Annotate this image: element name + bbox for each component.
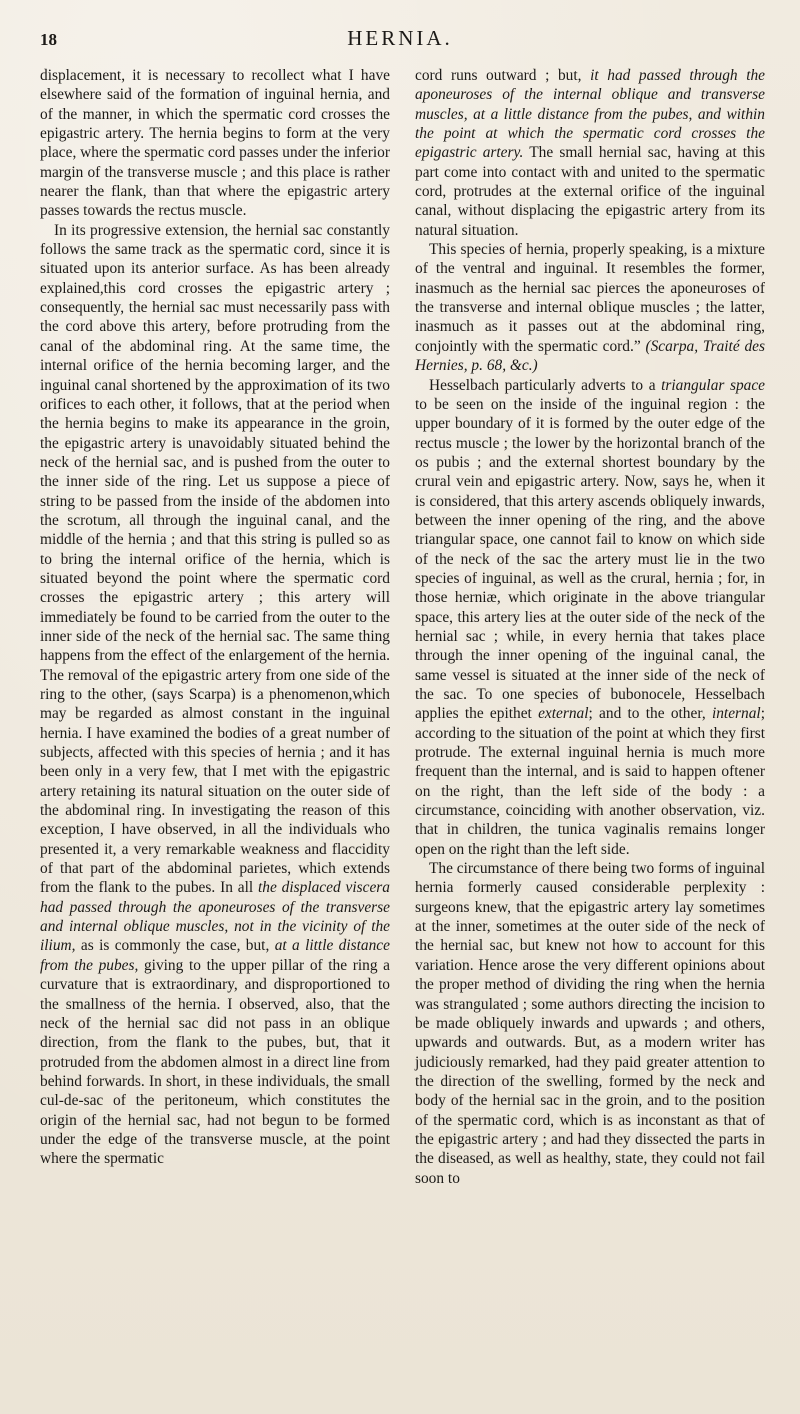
text-run: ; according to the situation of the point at which they first protrude. The external inguinal hernia is much more frequent than the internal, and is said to happen oftener on the right, than the left side of the body : a circumstance, coinciding with another observation, viz. that in children, the tunica vaginalis remains longer open on the right than the left side. (415, 705, 765, 858)
text-run: The circumstance of there being two forms of inguinal hernia formerly caused considerable perplexity : surgeons knew, that the epigastric artery lay sometimes at the inner, sometimes at the outer side of the neck of the hernial sac, but knew not how to account for this variation. Hence arose the very different opinions about the proper method of dividing the ring when the hernia was strangulated ; some authors directing the incision to be made obliquely inwards and upwards ; and others, upwards and outwards. But, as a modern writer has judiciously remarked, had they paid greater attention to the direction of the swelling, formed by the neck and body of the hernial sac in the groin, and to the position of the spermatic cord, which is as inconstant as that of the epigastric artery ; and had they dissected the parts in the diseased, as well as healthy, state, they could not fail soon to (415, 860, 765, 1187)
text-run: displacement, it is necessary to recollect what I have elsewhere said of the formation of inguinal hernia, and of the manner, in which the spermatic cord crosses the epigastric artery. The hernia begins to form at the very place, where the spermatic cord passes under the inferior margin of the transverse muscle ; and this place is rather nearer the flank, than that where the epigastric artery passes towards the rectus muscle. (40, 67, 390, 220)
paragraph (40, 66, 390, 221)
running-title: HERNIA. (347, 26, 453, 50)
paragraph (415, 859, 765, 1188)
text-run: The small hernial sac, having at this part come into contact with and united to the spermatic cord, protrudes at the external orifice of the inguinal canal, without displacing the epigastric artery from its natural situation. (415, 144, 766, 239)
text-columns (40, 66, 765, 1396)
paragraph (415, 240, 765, 375)
running-head (40, 26, 760, 56)
page-number: 18 (40, 30, 57, 49)
text-run: Hesselbach particularly adverts to a (429, 376, 656, 394)
left-column (40, 66, 390, 1396)
text-run: cord runs outward ; but, (415, 67, 582, 84)
citation: (Scarpa, Traité des Hernies, p. 68, &c.) (415, 337, 765, 375)
paragraph (415, 66, 765, 240)
italic-run: it had passed through the aponeuroses of the internal oblique and transverse muscles, at a little distance from the pubes, and within the point at which the spermatic cord crosses the epigastric artery. (415, 67, 765, 162)
text-run: ; and to the other, (588, 705, 706, 723)
text-run: to be seen on the inside of the inguinal region : the upper boundary of it is formed by the outer edge of the rectus muscle ; the lower by the horizontal branch of the os pubis ; and the external shortest boundary by the crural vein and epigastric artery. Now, says he, when it is considered, that this artery ascends obliquely inwards, between the inner opening of the ring, and the above triangular space, one cannot fail to know on which side of the neck of the sac the artery must lie in the two species of inguinal, as well as the crural, hernia ; for, in those herniæ, which originate in the above triangular space, this artery lies at the outer side of the neck of the hernial sac ; while, in every hernia that takes place through the inner opening of the inguinal canal, the same vessel is situated at the inner side of the neck of the sac. To one species of bubonocele, Hesselbach applies the epithet (415, 395, 765, 723)
text-run: In its progressive extension, the hernial sac constantly follows the same track as the spermatic cord, since it is situated upon its anterior surface. As has been already explained,this cord crosses the epigastric artery ; consequently, the hernial sac must necessarily pass with the cord above this artery, before protruding from the canal of the abdominal ring. At the same time, the internal orifice of the hernia becoming larger, and the inguinal canal shortened by the approximation of its two orifices to each other, it follows, that at the period when the hernia begins to make its appearance in the groin, the epigastric artery is unavoidably situated behind the neck of the hernial sac, and is pushed from the outer to the inner side of the ring. Let us suppose a piece of string to be passed from the inside of the abdomen into the scrotum, all through the inguinal canal, and the middle of the hernia ; and that this string is pulled so as to bring the internal orifice of the hernia, which is situated beyond the point where the spermatic cord crosses the epigastric artery ; this artery will immediately be found to be carried from the outer to the inner side of the neck of the hernial sac. The same thing happens from the effect of the enlargement of the hernia. The removal of the epigastric artery from one side of the ring to the other, (says Scarpa) is a phenomenon,which may be regarded as almost constant in the inguinal hernia. I have examined the bodies of a great number of subjects, affected with this species of hernia ; and it has been only in a very few, that I met with the epigastric artery retaining its natural situation on the outer side of the abdominal ring. In investigating the reason of this exception, I have observed, in all the individuals who presented it, a very remarkable weakness and flaccidity of that part of the abdominal parietes, which extends from the flank to the pubes. In all (40, 221, 390, 897)
text-run: as is commonly the case, but, (80, 937, 270, 955)
paragraph (415, 376, 765, 860)
right-column (415, 66, 765, 1396)
italic-run: triangular space (661, 376, 765, 394)
italic-run: internal (711, 705, 761, 723)
italic-run: the displaced viscera had passed through the aponeuroses of the transverse and internal oblique muscles, not in the vicinity of the ilium, (40, 879, 390, 955)
italic-run: external (538, 705, 589, 723)
text-run: giving to the upper pillar of the ring a curvature that is extraordinary, and disproportioned to the smallness of the hernia. I observed, also, that the neck of the hernial sac did not pass in an oblique direction, from the flank to the pubes, but, that it protruded from the abdomen almost in a direct line from behind forwards. In short, in these individuals, the small cul-de-sac of the peritoneum, which constitutes the origin of the hernial sac, had not begun to be formed under the edge of the transverse muscle, at the point where the spermatic (40, 956, 390, 1168)
paragraph (40, 221, 390, 1169)
text-run: This species of hernia, properly speaking, is a mixture of the ventral and inguinal. It resembles the former, inasmuch as the hernial sac pierces the aponeuroses of the transverse and internal oblique muscles ; the latter, inasmuch as it passes out at the abdominal ring, conjointly with the spermatic cord.” (415, 241, 765, 355)
italic-run: at a little distance from the pubes, (40, 937, 390, 974)
